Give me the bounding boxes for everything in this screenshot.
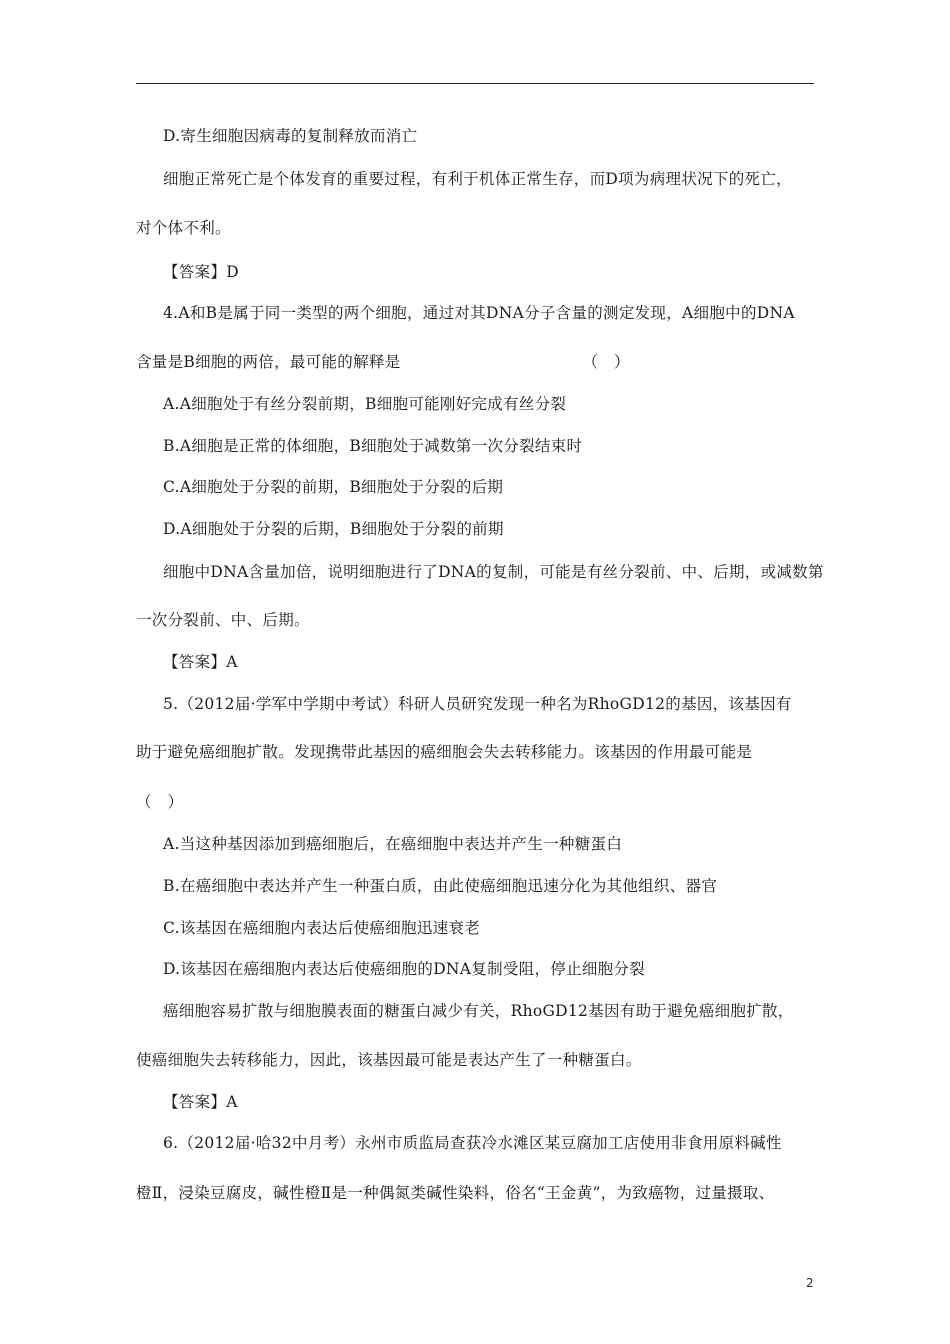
option-5d: D.该基因在癌细胞内表达后使癌细胞的DNA复制受阻，停止细胞分裂 — [163, 960, 646, 978]
text-line-3: 对个体不利。 — [136, 219, 231, 237]
question-4-line-2: 含量是B细胞的两倍，最可能的解释是 （ ） — [136, 353, 630, 371]
page-number: 2 — [806, 1276, 814, 1290]
option-4a: A.A细胞处于有丝分裂前期，B细胞可能刚好完成有丝分裂 — [163, 395, 567, 413]
question-5-line-2: 助于避免癌细胞扩散。发现携带此基因的癌细胞会失去转移能力。该基因的作用最可能是 — [136, 743, 753, 761]
explanation-5-line-1: 癌细胞容易扩散与细胞膜表面的糖蛋白减少有关，RhoGD12基因有助于避免癌细胞扩散， — [163, 1002, 794, 1020]
option-5b: B.在癌细胞中表达并产生一种蛋白质，由此使癌细胞迅速分化为其他组织、器官 — [163, 877, 718, 895]
option-5a: A.当这种基因添加到癌细胞后，在癌细胞中表达并产生一种糖蛋白 — [163, 835, 623, 853]
question-5-line-1: 5.（2012届·学军中学期中考试）科研人员研究发现一种名为RhoGD12的基因，该基因有 — [163, 695, 792, 713]
text-line-2: 细胞正常死亡是个体发育的重要过程，有利于机体正常生存，而D项为病理状况下的死亡， — [163, 170, 792, 188]
text-line-1: D.寄生细胞因病毒的复制释放而消亡 — [163, 127, 418, 145]
option-4d: D.A细胞处于分裂的后期，B细胞处于分裂的前期 — [163, 520, 504, 538]
answer-line-3: 【答案】D — [163, 263, 239, 281]
answer-line-4: 【答案】A — [163, 653, 238, 671]
header-rule — [136, 83, 814, 84]
question-6-line-1: 6.（2012届·哈32中月考）永州市质监局查获冷水滩区某豆腐加工店使用非食用原料碱性 — [163, 1134, 782, 1152]
question-6-line-2: 橙Ⅱ，浸染豆腐皮，碱性橙Ⅱ是一种偶氮类碱性染料，俗名“王金黄”，为致癌物，过量摄取、 — [136, 1184, 775, 1202]
explanation-4-line-1: 细胞中DNA含量加倍，说明细胞进行了DNA的复制，可能是有丝分裂前、中、后期，或减数第 — [163, 563, 824, 581]
question-4-line-1: 4.A和B是属于同一类型的两个细胞，通过对其DNA分子含量的测定发现，A细胞中的DNA — [163, 304, 795, 322]
question-5-line-3: （ ） — [136, 793, 184, 811]
option-5c: C.该基因在癌细胞内表达后使癌细胞迅速衰老 — [163, 919, 481, 937]
answer-line-5: 【答案】A — [163, 1093, 238, 1111]
option-4c: C.A细胞处于分裂的前期，B细胞处于分裂的后期 — [163, 478, 504, 496]
option-4b: B.A细胞是正常的体细胞，B细胞处于减数第一次分裂结束时 — [163, 437, 583, 455]
explanation-4-line-2: 一次分裂前、中、后期。 — [136, 611, 310, 629]
explanation-5-line-2: 使癌细胞失去转移能力，因此，该基因最可能是表达产生了一种糖蛋白。 — [136, 1051, 642, 1069]
